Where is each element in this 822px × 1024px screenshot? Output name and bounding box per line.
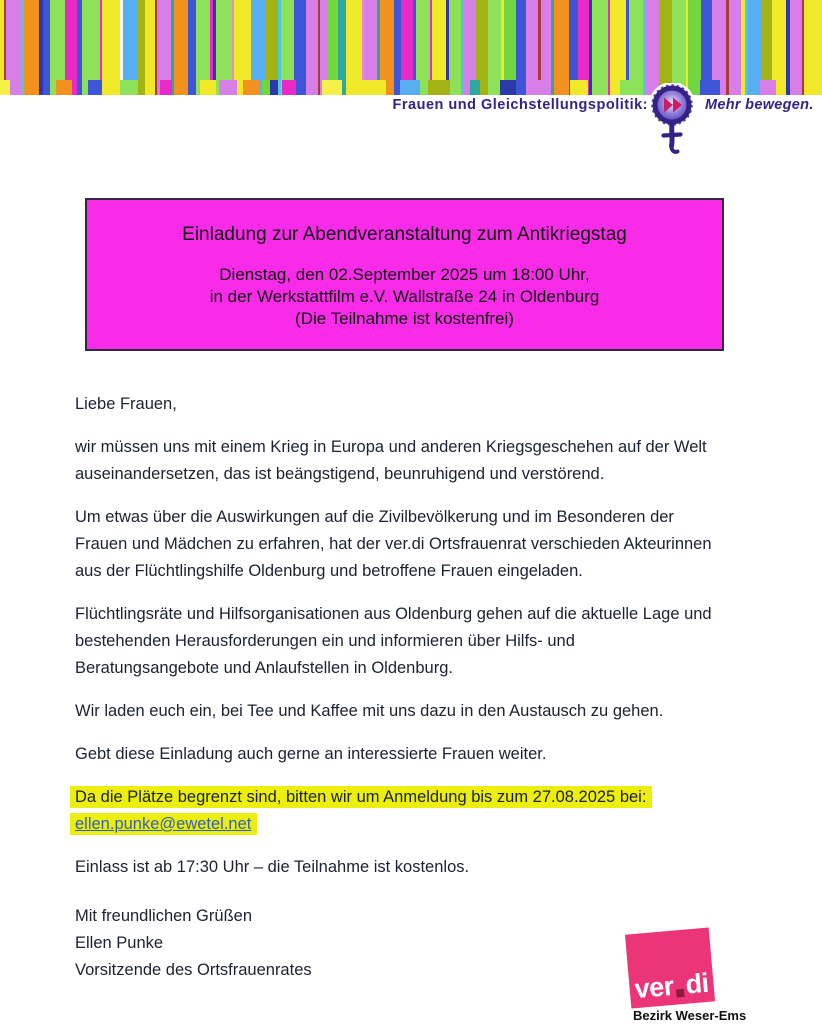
- registration-paragraph: [75, 784, 785, 838]
- banner-stripe: [306, 0, 318, 95]
- paragraph-line: Beratungsangebote und Anlaufstellen in Oldenburg.: [75, 659, 453, 677]
- paragraph-line: Liebe Frauen,: [75, 395, 177, 413]
- email-link[interactable]: ellen.punke@ewetel.net: [70, 813, 257, 835]
- banner-tile: [120, 80, 138, 95]
- banner-stripe: [174, 0, 188, 95]
- banner-stripe: [145, 0, 155, 95]
- banner-tile: [0, 80, 10, 95]
- signature-line: Vorsitzende des Ortsfrauenrates: [75, 961, 312, 979]
- banner-tile: [88, 80, 102, 95]
- verdi-logo-di-text: di: [684, 967, 710, 1000]
- banner-tile: [243, 80, 260, 95]
- email-line: [75, 811, 785, 838]
- verdi-caption: Bezirk Weser-Ems: [633, 1008, 747, 1023]
- banner-stripe: [24, 0, 39, 95]
- banner-tile: [56, 80, 72, 95]
- paragraph-line: Um etwas über die Auswirkungen auf die Zivilbevölkerung und im Besonderen der: [75, 508, 674, 526]
- banner-stripe: [659, 0, 672, 95]
- paragraph-line: Flüchtlingsräte und Hilfsorganisationen aus Oldenburg gehen auf die aktuelle Lage und: [75, 605, 712, 623]
- banner-tile: [620, 80, 634, 95]
- banner-tile: [322, 80, 342, 95]
- banner-stripe: [554, 0, 569, 95]
- banner-stripe: [672, 0, 686, 95]
- paragraph: [75, 504, 785, 585]
- invitation-date-line: Dienstag, den 02.September 2025 um 18:00 Uhr,: [219, 265, 590, 284]
- letter-body: [75, 391, 785, 1000]
- banner-stripe: [188, 0, 196, 95]
- invitation-box: [85, 198, 724, 351]
- banner-tile: [570, 80, 588, 95]
- banner-stripe: [790, 0, 802, 95]
- banner-tile: [760, 80, 776, 95]
- banner-tile: [160, 80, 172, 95]
- paragraph-line: wir müssen uns mit einem Krieg in Europa und anderen Kriegsgeschehen auf der Welt: [75, 438, 707, 456]
- admission-paragraph: [75, 854, 785, 881]
- paragraph: [75, 434, 785, 488]
- paragraph: [75, 601, 785, 682]
- verdi-logo-ver-text: ver: [633, 970, 675, 1005]
- paragraph: [75, 391, 785, 418]
- verdi-logo-dot-icon: [676, 989, 685, 998]
- banner-stripe: [43, 0, 50, 95]
- stripe-banner: [0, 0, 822, 95]
- banner-tile: [262, 80, 270, 95]
- paragraph-line: Wir laden euch ein, bei Tee und Kaffee mit uns dazu in den Austausch zu gehen.: [75, 702, 664, 720]
- banner-stripe: [449, 0, 461, 95]
- paragraph-line: Frauen und Mädchen zu erfahren, hat der ver.di Ortsfrauenrat verschieden Akteurinnen: [75, 535, 712, 553]
- paragraph-line: Gebt diese Einladung auch gerne an interessierte Frauen weiter.: [75, 745, 547, 763]
- banner-tile: [428, 80, 450, 95]
- paragraph-line: aus der Flüchtlingshilfe Oldenburg und betroffene Frauen eingeladen.: [75, 562, 583, 580]
- banner-stripe: [516, 0, 526, 95]
- banner-tile: [470, 80, 480, 95]
- registration-line: [75, 784, 785, 811]
- verdi-logo: [625, 927, 715, 1008]
- invitation-location-line: in der Werkstattfilm e.V. Wallstraße 24 in Oldenburg: [209, 287, 600, 306]
- banner-stripe: [804, 0, 822, 95]
- banner-stripe: [646, 0, 659, 95]
- invitation-cost-line: (Die Teilnahme ist kostenfrei): [295, 309, 514, 328]
- body-paragraphs: [75, 391, 785, 768]
- banner-tile: [219, 80, 237, 95]
- paragraph: [75, 741, 785, 768]
- header-slogan: Mehr bewegen.: [705, 97, 814, 113]
- banner-stripe: [137, 0, 145, 95]
- banner-tile: [270, 80, 278, 95]
- paragraph: [75, 698, 785, 725]
- banner-tile: [200, 80, 216, 95]
- banner-stripe: [729, 0, 741, 95]
- banner-tile: [500, 80, 516, 95]
- paragraph-line: bestehenden Herausforderungen ein und informieren über Hilfs- und: [75, 632, 575, 650]
- banner-stripe: [592, 0, 608, 95]
- paragraph-line: auseinandersetzen, das ist beängstigend, beunruhigend und verstörend.: [75, 465, 605, 483]
- banner-tile: [400, 80, 420, 95]
- header-department-label: Frauen und Gleichstellungspolitik:: [392, 97, 648, 113]
- banner-tile: [700, 80, 720, 95]
- venus-icon: [644, 83, 700, 157]
- banner-tile: [282, 80, 296, 95]
- banner-stripe: [102, 0, 120, 95]
- registration-highlight: Da die Plätze begrenzt sind, bitten wir um Anmeldung bis zum 27.08.2025 bei:: [70, 786, 652, 808]
- invitation-title: Einladung zur Abendveranstaltung zum Antikriegstag: [182, 224, 627, 245]
- admission-line: Einlass ist ab 17:30 Uhr – die Teilnahme ist kostenlos.: [75, 858, 470, 876]
- banner-tile: [530, 80, 544, 95]
- banner-tile: [360, 80, 386, 95]
- signature-line: Mit freundlichen Grüßen: [75, 907, 252, 925]
- signature-line: Ellen Punke: [75, 934, 164, 952]
